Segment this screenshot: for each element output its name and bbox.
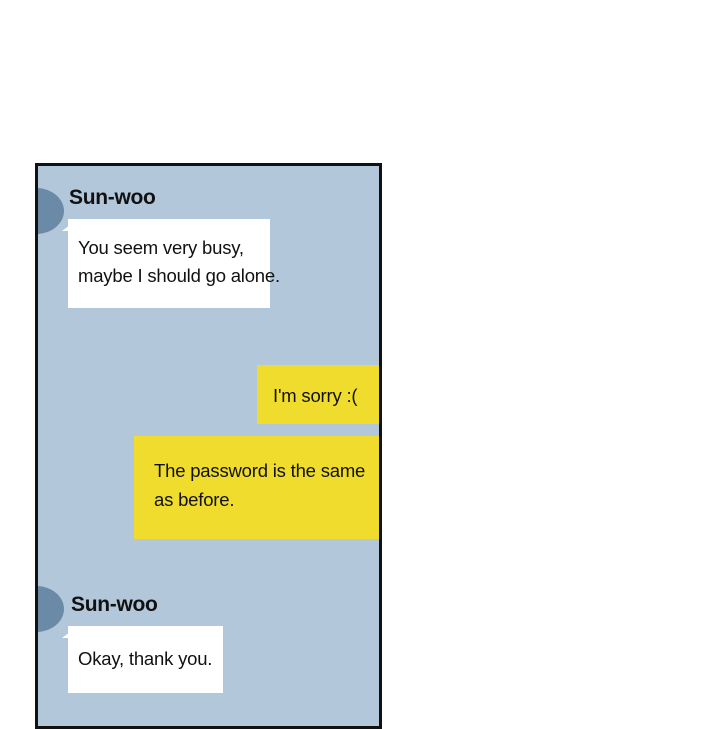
sender-name: Sun-woo (71, 593, 158, 616)
avatar[interactable] (35, 586, 64, 632)
message-text-line: as before. (154, 489, 235, 510)
message-text-line: The password is the same (154, 460, 366, 481)
message-text-line: Okay, thank you. (78, 648, 213, 669)
message-text-line: maybe I should go alone. (78, 265, 280, 286)
message-bubble-outgoing[interactable] (134, 436, 379, 539)
avatar[interactable] (35, 188, 64, 234)
message-bubble-incoming[interactable] (68, 219, 280, 308)
message-text-line: I'm sorry :( (273, 385, 358, 406)
sender-name: Sun-woo (69, 186, 156, 209)
message-bubble-incoming[interactable] (68, 626, 223, 693)
chat-panel (35, 163, 382, 729)
message-bubble-outgoing[interactable] (257, 365, 379, 424)
message-text-line: You seem very busy, (78, 237, 244, 258)
